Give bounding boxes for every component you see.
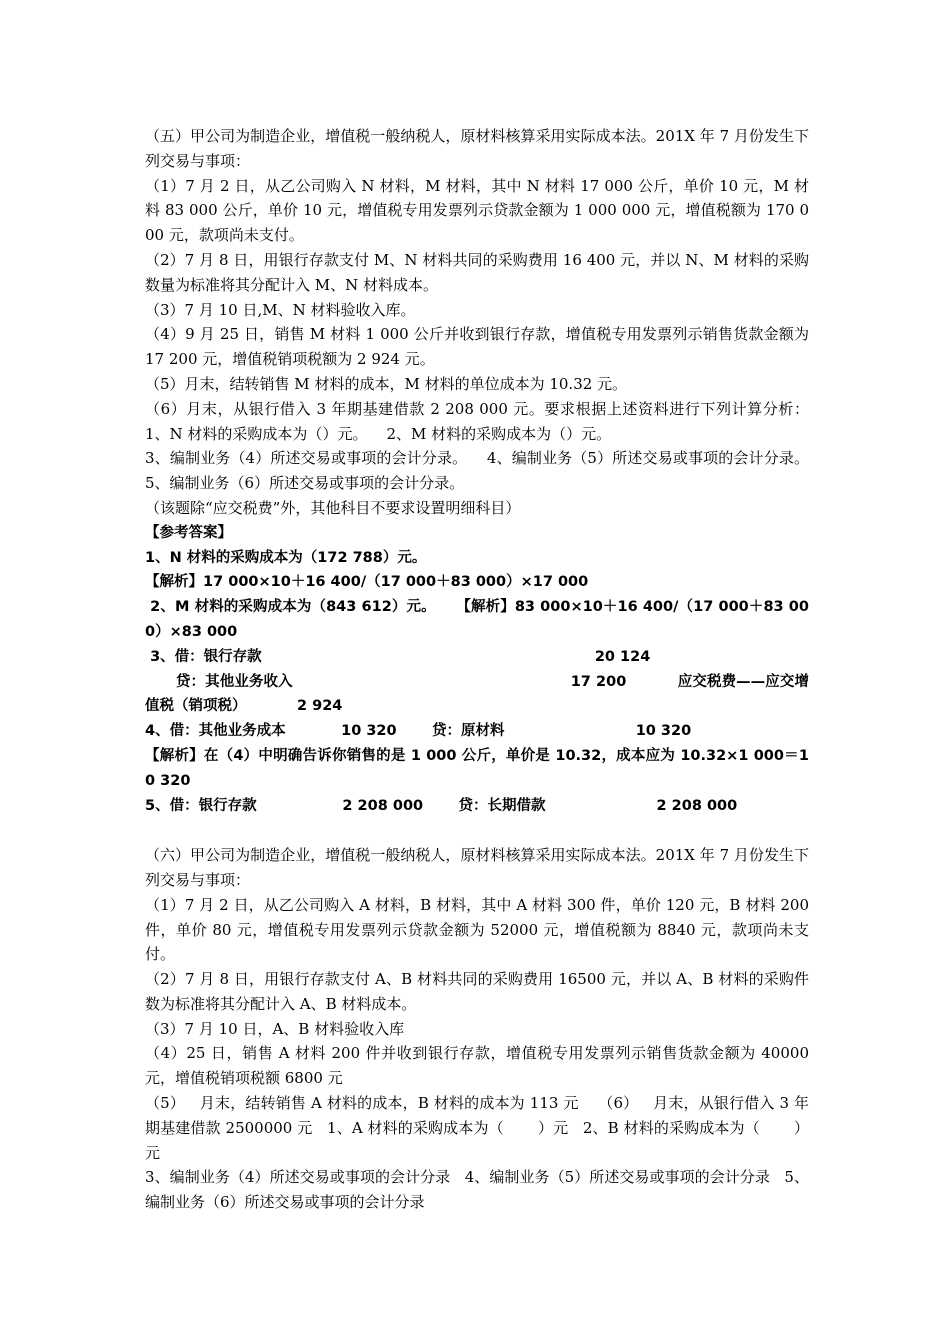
section-6-intro: （六）甲公司为制造企业，增值税一般纳税人，原材料核算采用实际成本法。201X 年 7 月份发生下列交易与事项： [145, 846, 809, 889]
section-5 [145, 124, 829, 818]
section-5-questions-3-5: 3、编制业务（4）所述交易或事项的会计分录。 4、编制业务（5）所述交易或事项的会计分录。 5、编制业务（6）所述交易或事项的会计分录。 [145, 449, 829, 493]
answer-2: 2、M 材料的采购成本为（843 612）元。 【解析】83 000×10＋16 400/（17 000＋83 000）×83 000 [145, 599, 809, 640]
section-gap [145, 818, 809, 843]
answer-4-explanation: 【解析】在（4）中明确告诉你销售的是 1 000 公斤，单价是 10.32，成本应为 10.32×1 000＝10 320 [145, 747, 809, 789]
section-6-questions-3-5: 3、编制业务（4）所述交易或事项的会计分录 4、编制业务（5）所述交易或事项的会计分录 5、编制业务（6）所述交易或事项的会计分录 [145, 1168, 809, 1212]
section-5-item-6-questions: （6）月末，从银行借入 3 年期基建借款 2 208 000 元。要求根据上述资料进行下列计算分析： 1、N 材料的采购成本为（）元。 2、M 材料的采购成本为（）元。 [145, 399, 829, 443]
answer-heading: 【参考答案】 [145, 524, 232, 541]
section-6-item-2: （2）7 月 8 日，用银行存款支付 A、B 材料共同的采购费用 16500 元，并以 A、B 材料的采购件数为标准将其分配计入 A、B 材料成本。 [145, 970, 809, 1013]
answer-1: 1、N 材料的采购成本为（172 788）元。 [145, 549, 427, 566]
answer-5: 5、借：银行存款 2 208 000 贷：长期借款 2 208 000 [145, 797, 738, 814]
section-6-item-1: （1）7 月 2 日，从乙公司购入 A 材料，B 材料，其中 A 材料 300 件，单价 120 元，B 材料 200 件，单价 80 元，增值税专用发票列示贷款金额为 52000 元，增值税额为 8840 元，款项尚未支付。 [145, 895, 814, 964]
section-5-intro: （五）甲公司为制造企业，增值税一般纳税人，原材料核算采用实际成本法。201X 年 7 月份发生下列交易与事项： [145, 127, 809, 170]
section-5-item-1: （1）7 月 2 日，从乙公司购入 N 材料，M 材料，其中 N 材料 17 000 公斤，单价 10 元，M 材料 83 000 公斤，单价 10 元，增值税专用发票列示贷款金额为 1 000 000 元，增值税额为 170 000 元，款项尚未支付。 [145, 176, 809, 245]
answer-3-credit: 贷：其他业务收入 17 200 应交税费——应交增值税（销项税） 2 924 [145, 673, 809, 715]
section-5-item-5: （5）月末，结转销售 M 材料的成本，M 材料的单位成本为 10.32 元。 [145, 374, 628, 393]
answer-1-explanation: 【解析】17 000×10＋16 400/（17 000＋83 000）×17 000 [145, 574, 589, 591]
document-page [145, 124, 829, 1215]
section-5-note: （该题除“应交税费”外，其他科目不要求设置明细科目） [145, 498, 521, 517]
answer-3-debit: 3、借：银行存款 20 124 [145, 648, 651, 665]
section-5-item-2: （2）7 月 8 日，用银行存款支付 M、N 材料共同的采购费用 16 400 元，并以 N、M 材料的采购数量为标准将其分配计入 M、N 材料成本。 [145, 250, 809, 294]
section-5-item-4: （4）9 月 25 日，销售 M 材料 1 000 公斤并收到银行存款，增值税专用发票列示销售货款金额为 17 200 元，增值税销项税额为 2 924 元。 [145, 325, 814, 369]
section-6-item-4: （4）25 日，销售 A 材料 200 件并收到银行存款，增值税专用发票列示销售货款金额为 40000 元，增值税销项税额 6800 元 [145, 1044, 814, 1088]
section-5-item-3: （3）7 月 10 日,M、N 材料验收入库。 [145, 300, 416, 319]
section-6-item-3: （3）7 月 10 日，A、B 材料验收入库 [145, 1019, 405, 1038]
section-6-item-5-6-questions: （5） 月末，结转销售 A 材料的成本，B 材料的成本为 113 元 （6） 月末，从银行借入 3 年期基建借款 2500000 元 1、A 材料的采购成本为（ ）元 2、B 材料的采购成本为（ ）元 [145, 1094, 809, 1162]
answer-4: 4、借：其他业务成本 10 320 贷：原材料 10 320 [145, 723, 692, 740]
section-6 [145, 843, 814, 1215]
